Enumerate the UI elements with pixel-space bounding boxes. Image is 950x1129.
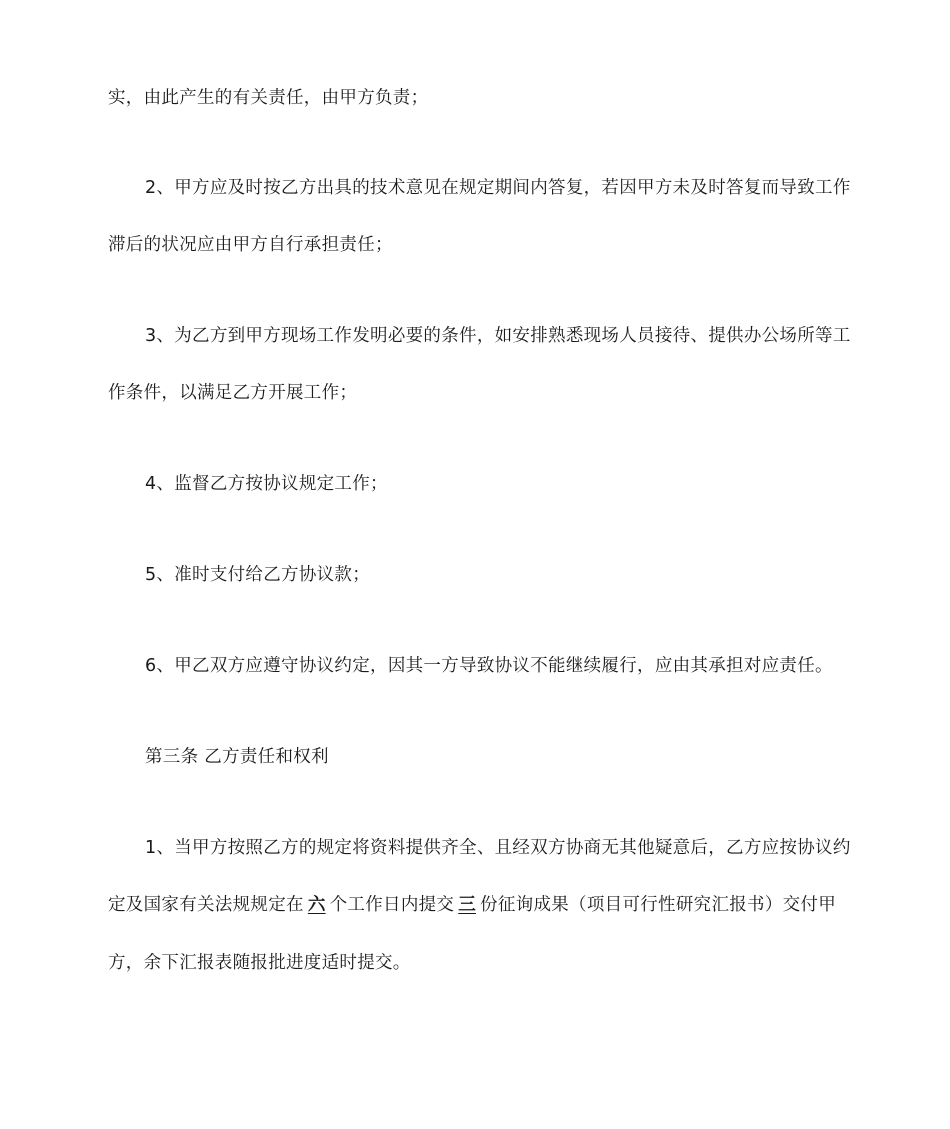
- paragraph-line: 1、当甲方按照乙方的规定将资料提供齐全、且经双方协商无其他疑意后，乙方应按协议约: [145, 838, 851, 858]
- paragraph-line: 5、准时支付给乙方协议款；: [145, 565, 371, 585]
- section-heading: 第三条 乙方责任和权利: [145, 747, 329, 767]
- paragraph-line: 作条件，以满足乙方开展工作；: [108, 383, 358, 403]
- paragraph-line: 3、为乙方到甲方现场工作发明必要的条件，如安排熟悉现场人员接待、提供办公场所等工: [145, 326, 851, 346]
- text-run: 份征询成果（项目可行性研究汇报书）交付甲: [480, 895, 837, 915]
- paragraph-line: 6、甲乙双方应遵守协议约定，因其一方导致协议不能继续履行，应由其承担对应责任。: [145, 656, 833, 676]
- filled-blank-copies: 三: [458, 895, 477, 915]
- paragraph-line: 2、甲方应及时按乙方出具的技术意见在规定期间内答复，若因甲方未及时答复而导致工作: [145, 178, 851, 198]
- paragraph-line: 滞后的状况应由甲方自行承担责任；: [108, 235, 393, 255]
- text-run: 定及国家有关法规规定在: [108, 895, 304, 915]
- paragraph-line: 4、监督乙方按协议规定工作；: [145, 474, 388, 494]
- paragraph-line: 方，余下汇报表随报批进度适时提交。: [108, 953, 411, 973]
- text-run: 个工作日内提交: [329, 895, 455, 915]
- paragraph-line: 实，由此产生的有关责任，由甲方负责；: [108, 88, 429, 108]
- filled-blank-days: 六: [307, 895, 326, 915]
- paragraph-line-with-blanks: [108, 893, 836, 917]
